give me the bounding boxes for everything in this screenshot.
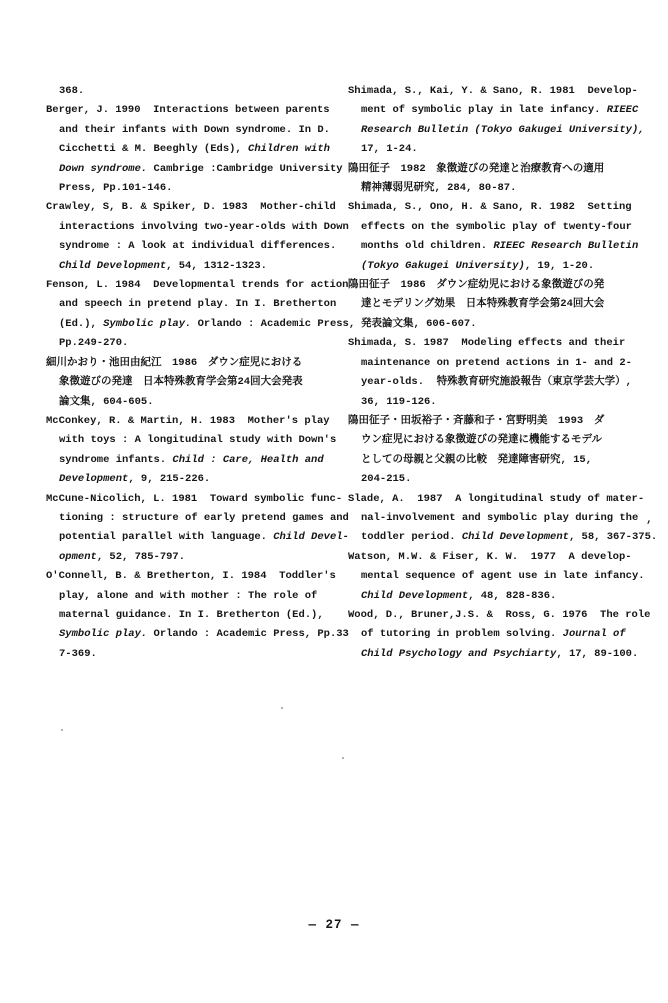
reference-line	[46, 528, 352, 547]
reference-line	[46, 490, 352, 509]
italic-title-text: Child Development	[361, 589, 469, 602]
reference-entry	[46, 101, 352, 198]
reference-text: effects on the symbolic play of twenty-four	[361, 220, 632, 233]
reference-text: , 48, 828-836.	[468, 589, 557, 602]
reference-line	[348, 295, 654, 314]
reference-line	[348, 82, 654, 101]
reference-text: McConkey, R. & Martin, H. 1983 Mother's play	[46, 414, 330, 427]
reference-text: 17, 1-24.	[361, 143, 418, 156]
reference-entry	[46, 412, 352, 490]
reference-text: ウン症児における象徴遊びの発達に機能するモデル	[361, 434, 602, 447]
reference-text: interactions involving two-year-olds with Down	[59, 220, 349, 233]
reference-text: 精神薄弱児研究, 284, 80-87.	[361, 182, 517, 195]
reference-entry	[348, 334, 654, 412]
reference-entry	[46, 82, 352, 101]
italic-title-text: Child Development	[59, 259, 167, 272]
reference-line	[46, 237, 352, 256]
reference-text: nal-involvement and symbolic play during the	[361, 511, 639, 524]
reference-text: Slade, A. 1987 A longitudinal study of mater-	[348, 492, 645, 505]
reference-text: 7-369.	[59, 647, 97, 660]
reference-text: 隝田征子 1986 ダウン症幼児における象徴遊びの発	[348, 279, 605, 292]
reference-line	[348, 334, 654, 353]
reference-text: Cicchetti & M. Beeghly (Eds),	[59, 143, 249, 156]
reference-line	[46, 140, 352, 159]
reference-line	[348, 645, 654, 664]
reference-line	[348, 431, 654, 450]
reference-text: O'Connell, B. & Bretherton, I. 1984 Toddler's	[46, 570, 336, 583]
reference-text: maintenance on pretend actions in 1- and 2-	[361, 356, 632, 369]
reference-line	[46, 160, 352, 179]
reference-text: Pp.249-270.	[59, 337, 129, 350]
reference-text: 発表論文集, 606-607.	[361, 317, 477, 330]
reference-line	[348, 451, 654, 470]
reference-line	[348, 257, 654, 276]
reference-line	[348, 179, 654, 198]
reference-text: Shimada, S., Ono, H. & Sano, R. 1982 Setting	[348, 201, 632, 214]
reference-entry	[46, 198, 352, 276]
page-number: — 27 —	[308, 918, 360, 932]
reference-entry	[348, 82, 654, 160]
italic-title-text: Research Bulletin (Tokyo Gakugei University),	[361, 123, 645, 136]
references-column-right	[348, 82, 658, 664]
reference-text: tioning : structure of early pretend games and	[59, 511, 349, 524]
reference-line	[348, 528, 658, 547]
reference-entry	[348, 276, 654, 334]
reference-text: maternal guidance. In I. Bretherton (Ed.),	[59, 608, 324, 621]
reference-text: 隝田征子・田坂裕子・斉藤和子・宮野明美 1993 ダ	[348, 414, 605, 427]
reference-line	[46, 587, 352, 606]
reference-text: 達とモデリング効果 日本特殊教育学会第24回大会	[361, 298, 605, 311]
reference-line	[348, 548, 654, 567]
reference-text: , 9, 215-226.	[128, 473, 211, 486]
reference-text: toddler period.	[361, 531, 462, 544]
reference-line	[46, 509, 352, 528]
reference-line	[348, 276, 654, 295]
reference-text: Orlando : Academic Press, Pp.33	[147, 628, 349, 641]
reference-line	[348, 315, 654, 334]
reference-line	[348, 140, 654, 159]
reference-line	[46, 567, 352, 586]
reference-text: Shimada, S. 1987 Modeling effects and their	[348, 337, 626, 350]
reference-line	[46, 451, 352, 470]
dust-dot	[281, 707, 283, 709]
reference-line	[348, 354, 654, 373]
reference-line	[348, 587, 654, 606]
italic-title-text: Journal of	[562, 628, 626, 641]
reference-line	[348, 237, 654, 256]
reference-line	[348, 625, 654, 644]
references-column-left	[46, 82, 356, 664]
reference-text: syndrome infants.	[59, 453, 173, 466]
reference-line	[46, 179, 352, 198]
reference-line	[46, 625, 352, 644]
reference-line	[46, 412, 352, 431]
reference-text: 隝田征子 1982 象徴遊びの発達と治療教育への適用	[348, 162, 605, 175]
reference-text: syndrome : A look at individual differences.	[59, 240, 337, 253]
italic-title-text: Symbolic play.	[59, 628, 148, 641]
reference-text: Crawley, S, B. & Spiker, D. 1983 Mother-child	[46, 201, 336, 214]
reference-line	[348, 101, 654, 120]
reference-line	[348, 509, 654, 528]
italic-title-text: opment	[59, 550, 97, 563]
reference-line	[46, 431, 352, 450]
italic-title-text: Down syndrome.	[59, 162, 148, 175]
dust-dot	[61, 729, 63, 731]
reference-text: , 52, 785-797.	[96, 550, 186, 563]
reference-text: 論文集, 604-605.	[59, 395, 154, 408]
reference-text: , 54, 1312-1323.	[166, 259, 267, 272]
reference-text: 36, 119-126.	[361, 395, 437, 408]
reference-text: months old children.	[361, 240, 494, 253]
reference-line	[46, 276, 352, 295]
reference-text: and speech in pretend play. In I. Bretherton	[59, 298, 337, 311]
reference-line	[46, 354, 352, 373]
reference-entry	[46, 490, 352, 568]
reference-text: としての母親と父親の比較 発達障害研究, 15,	[361, 453, 593, 466]
reference-entry	[46, 276, 356, 354]
reference-text: 204-215.	[361, 473, 412, 486]
reference-line	[46, 606, 352, 625]
reference-text: of tutoring in problem solving.	[361, 628, 563, 641]
reference-entry	[348, 160, 654, 199]
reference-entry	[348, 490, 658, 548]
reference-text: 象徴遊びの発達 日本特殊教育学会第24回大会発表	[59, 376, 303, 389]
reference-text: ment of symbolic play in late infancy.	[361, 104, 607, 117]
reference-text: potential parallel with language.	[59, 531, 274, 544]
italic-title-text: Symbolic play.	[103, 317, 192, 330]
reference-line	[348, 393, 654, 412]
reference-text: McCune-Nicolich, L. 1981 Toward symbolic func-	[46, 492, 343, 505]
reference-line	[348, 198, 654, 217]
reference-text: Berger, J. 1990 Interactions between parents	[46, 104, 330, 117]
reference-text: Cambrige :Cambridge University	[147, 162, 343, 175]
reference-entry	[46, 354, 352, 412]
reference-text: year-olds. 特殊教育研究施設報告（東京学芸大学）,	[361, 376, 632, 389]
reference-text: , 58, 367-375.	[568, 531, 658, 544]
reference-entry	[348, 548, 654, 606]
reference-text: mental sequence of agent use in late infancy.	[361, 570, 645, 583]
reference-line	[46, 548, 352, 567]
reference-text: , 17, 89-100.	[556, 647, 639, 660]
comma-speck: ,	[646, 514, 653, 526]
reference-line	[348, 490, 654, 509]
reference-entry	[46, 567, 352, 664]
italic-title-text: RIEEC Research Bulletin	[493, 240, 639, 253]
reference-line	[348, 121, 654, 140]
reference-line	[46, 295, 352, 314]
reference-text: , 19, 1-20.	[524, 259, 595, 272]
reference-line	[348, 567, 654, 586]
reference-text: Shimada, S., Kai, Y. & Sano, R. 1981 Develop-	[348, 85, 638, 97]
italic-title-text: Development	[59, 473, 129, 486]
reference-text: Orlando : Academic Press,	[191, 317, 356, 330]
reference-line	[46, 198, 352, 217]
reference-line	[46, 373, 352, 392]
reference-text: Wood, D., Bruner,J.S. & Ross, G. 1976 The role	[348, 608, 651, 621]
reference-text: Press, Pp.101-146.	[59, 182, 173, 195]
dust-dot	[342, 757, 344, 759]
reference-entry	[348, 198, 654, 276]
reference-line	[348, 373, 654, 392]
italic-title-text: Child Devel-	[273, 531, 349, 544]
reference-line	[348, 470, 654, 489]
reference-line	[46, 218, 352, 237]
reference-line	[46, 645, 352, 664]
reference-text: Watson, M.W. & Fiser, K. W. 1977 A develop-	[348, 550, 632, 563]
reference-text: and their infants with Down syndrome. In D.	[59, 123, 330, 136]
reference-text: 細川かおり・池田由紀江 1986 ダウン症児における	[46, 356, 303, 369]
italic-title-text: (Tokyo Gakugei University)	[361, 259, 525, 272]
reference-line	[46, 470, 352, 489]
reference-entry	[348, 412, 654, 490]
reference-text: Fenson, L. 1984 Developmental trends for action	[46, 279, 349, 292]
reference-line	[348, 606, 654, 625]
reference-line	[46, 334, 352, 353]
reference-line	[348, 218, 654, 237]
italic-title-text: Child Psychology and Psychiarty	[361, 647, 557, 660]
reference-text: 368.	[59, 85, 85, 97]
italic-title-text: Child Development	[461, 531, 569, 544]
reference-line	[348, 412, 654, 431]
reference-line	[46, 393, 352, 412]
reference-line	[46, 101, 352, 120]
reference-text: with toys : A longitudinal study with Down's	[59, 434, 337, 447]
reference-entry	[348, 606, 654, 664]
reference-line	[46, 82, 352, 101]
reference-text: (Ed.),	[59, 317, 104, 330]
reference-line	[46, 121, 352, 140]
italic-title-text: Child : Care, Health and	[172, 453, 324, 466]
reference-text: play, alone and with mother : The role of	[59, 589, 318, 602]
italic-title-text: Children with	[248, 143, 330, 156]
italic-title-text: RIEEC	[606, 104, 639, 117]
reference-line	[348, 160, 654, 179]
reference-line	[46, 315, 356, 334]
reference-line	[46, 257, 352, 276]
